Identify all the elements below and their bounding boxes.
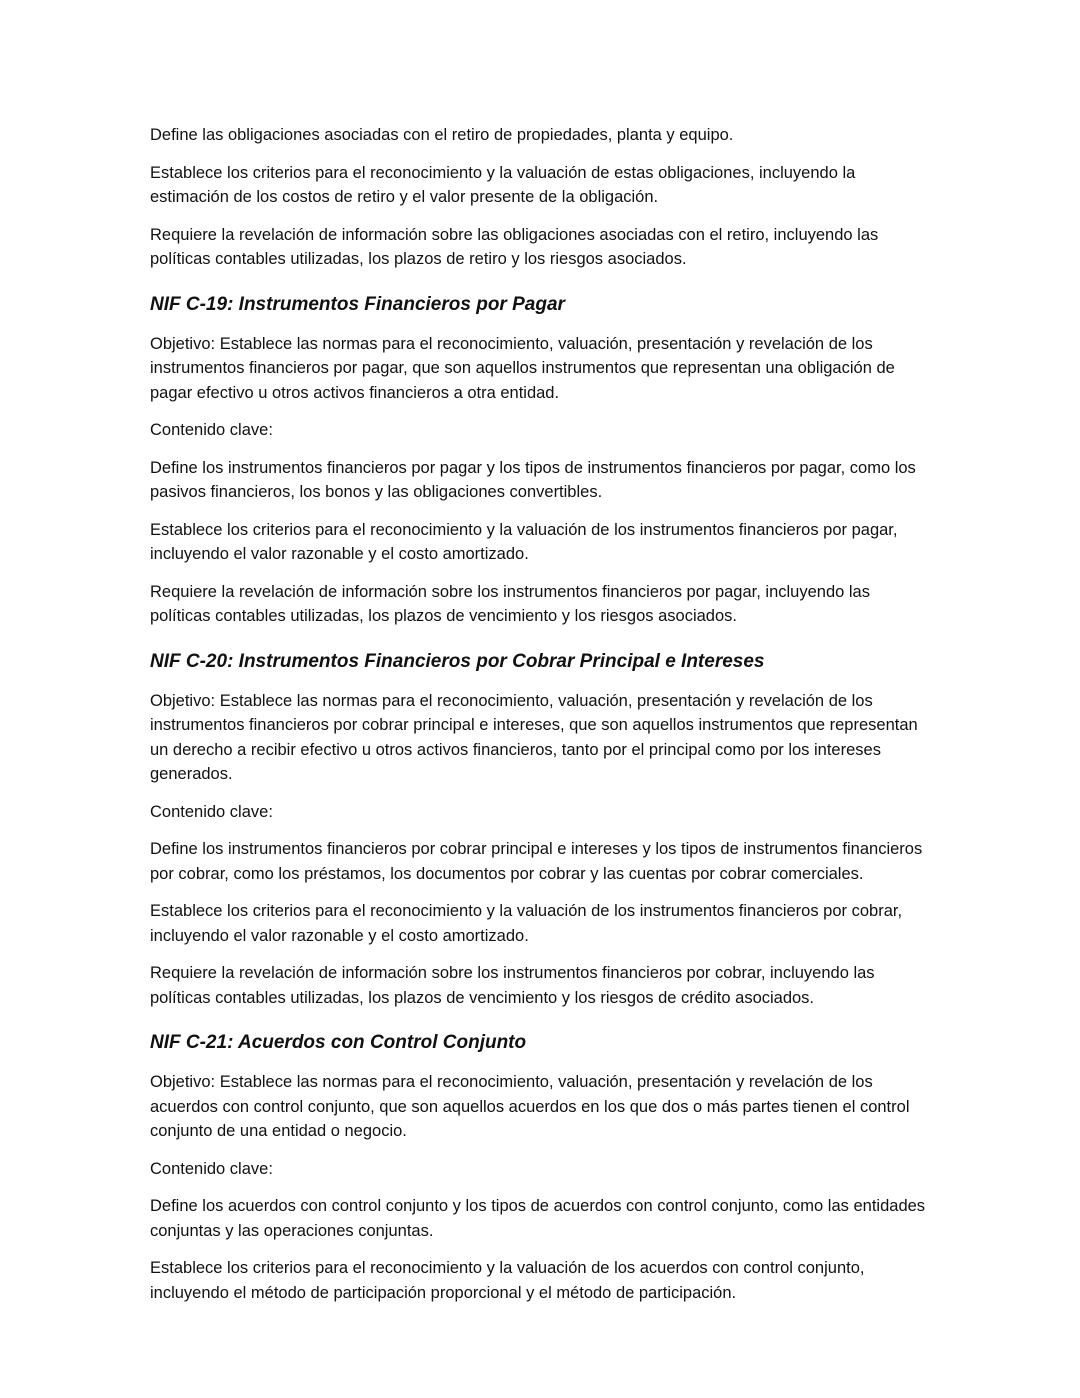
paragraph: Define las obligaciones asociadas con el retiro de propiedades, planta y equipo. <box>150 126 734 144</box>
paragraph: Objetivo: Establece las normas para el reconocimiento, valuación, presentación y revelación de los acuerdos con control conjunto, que son aquellos acuerdos en los que dos o más partes tienen el control conjunto de una entidad o negocio. <box>150 1073 910 1140</box>
section-heading: NIF C-20: Instrumentos Financieros por Cobrar Principal e Intereses <box>150 650 765 672</box>
section-heading: NIF C-19: Instrumentos Financieros por Pagar <box>150 293 565 315</box>
paragraph: Requiere la revelación de información sobre los instrumentos financieros por cobrar, incluyendo las políticas contables utilizadas, los plazos de vencimiento y los riesgos de crédito asociados. <box>150 964 875 1007</box>
paragraph: Requiere la revelación de información sobre las obligaciones asociadas con el retiro, incluyendo las políticas contables utilizadas, los plazos de retiro y los riesgos asociados. <box>150 225 879 268</box>
paragraph: Contenido clave: <box>150 802 273 821</box>
paragraph: Objetivo: Establece las normas para el reconocimiento, valuación, presentación y revelación de los instrumentos financieros por cobrar principal e intereses, que son aquellos instrumentos que representan un derecho a recibir efectivo u otros activos financieros, tanto por el principal como por los intereses generados. <box>150 691 918 783</box>
paragraph: Contenido clave: <box>150 421 273 439</box>
paragraph: Establece los criterios para el reconocimiento y la valuación de los instrumentos financieros por pagar, incluyendo el valor razonable y el costo amortizado. <box>150 520 898 563</box>
document-body <box>150 123 930 1305</box>
paragraph: Establece los criterios para el reconocimiento y la valuación de estas obligaciones, incluyendo la estimación de los costos de retiro y el valor presente de la obligación. <box>150 163 856 206</box>
paragraph: Define los instrumentos financieros por cobrar principal e intereses y los tipos de instrumentos financieros por cobrar, como los préstamos, los documentos por cobrar y las cuentas por cobrar comerciales. <box>150 840 923 883</box>
paragraph: Objetivo: Establece las normas para el reconocimiento, valuación, presentación y revelación de los instrumentos financieros por pagar, que son aquellos instrumentos que representan una obligación de pagar efectivo u otros activos financieros a otra entidad. <box>150 334 895 402</box>
paragraph: Define los acuerdos con control conjunto y los tipos de acuerdos con control conjunto, como las entidades conjuntas y las operaciones conjuntas. <box>150 1197 926 1240</box>
paragraph: Establece los criterios para el reconocimiento y la valuación de los instrumentos financieros por cobrar, incluyendo el valor razonable y el costo amortizado. <box>150 902 903 945</box>
paragraph: Define los instrumentos financieros por pagar y los tipos de instrumentos financieros por pagar, como los pasivos financieros, los bonos y las obligaciones convertibles. <box>150 458 916 501</box>
section-heading: NIF C-21: Acuerdos con Control Conjunto <box>150 1032 527 1053</box>
paragraph: Requiere la revelación de información sobre los instrumentos financieros por pagar, incluyendo las políticas contables utilizadas, los plazos de vencimiento y los riesgos asociados. <box>150 582 870 625</box>
paragraph: Establece los criterios para el reconocimiento y la valuación de los acuerdos con control conjunto, incluyendo el método de participación proporcional y el método de participación. <box>150 1259 865 1302</box>
paragraph: Contenido clave: <box>150 1159 273 1178</box>
